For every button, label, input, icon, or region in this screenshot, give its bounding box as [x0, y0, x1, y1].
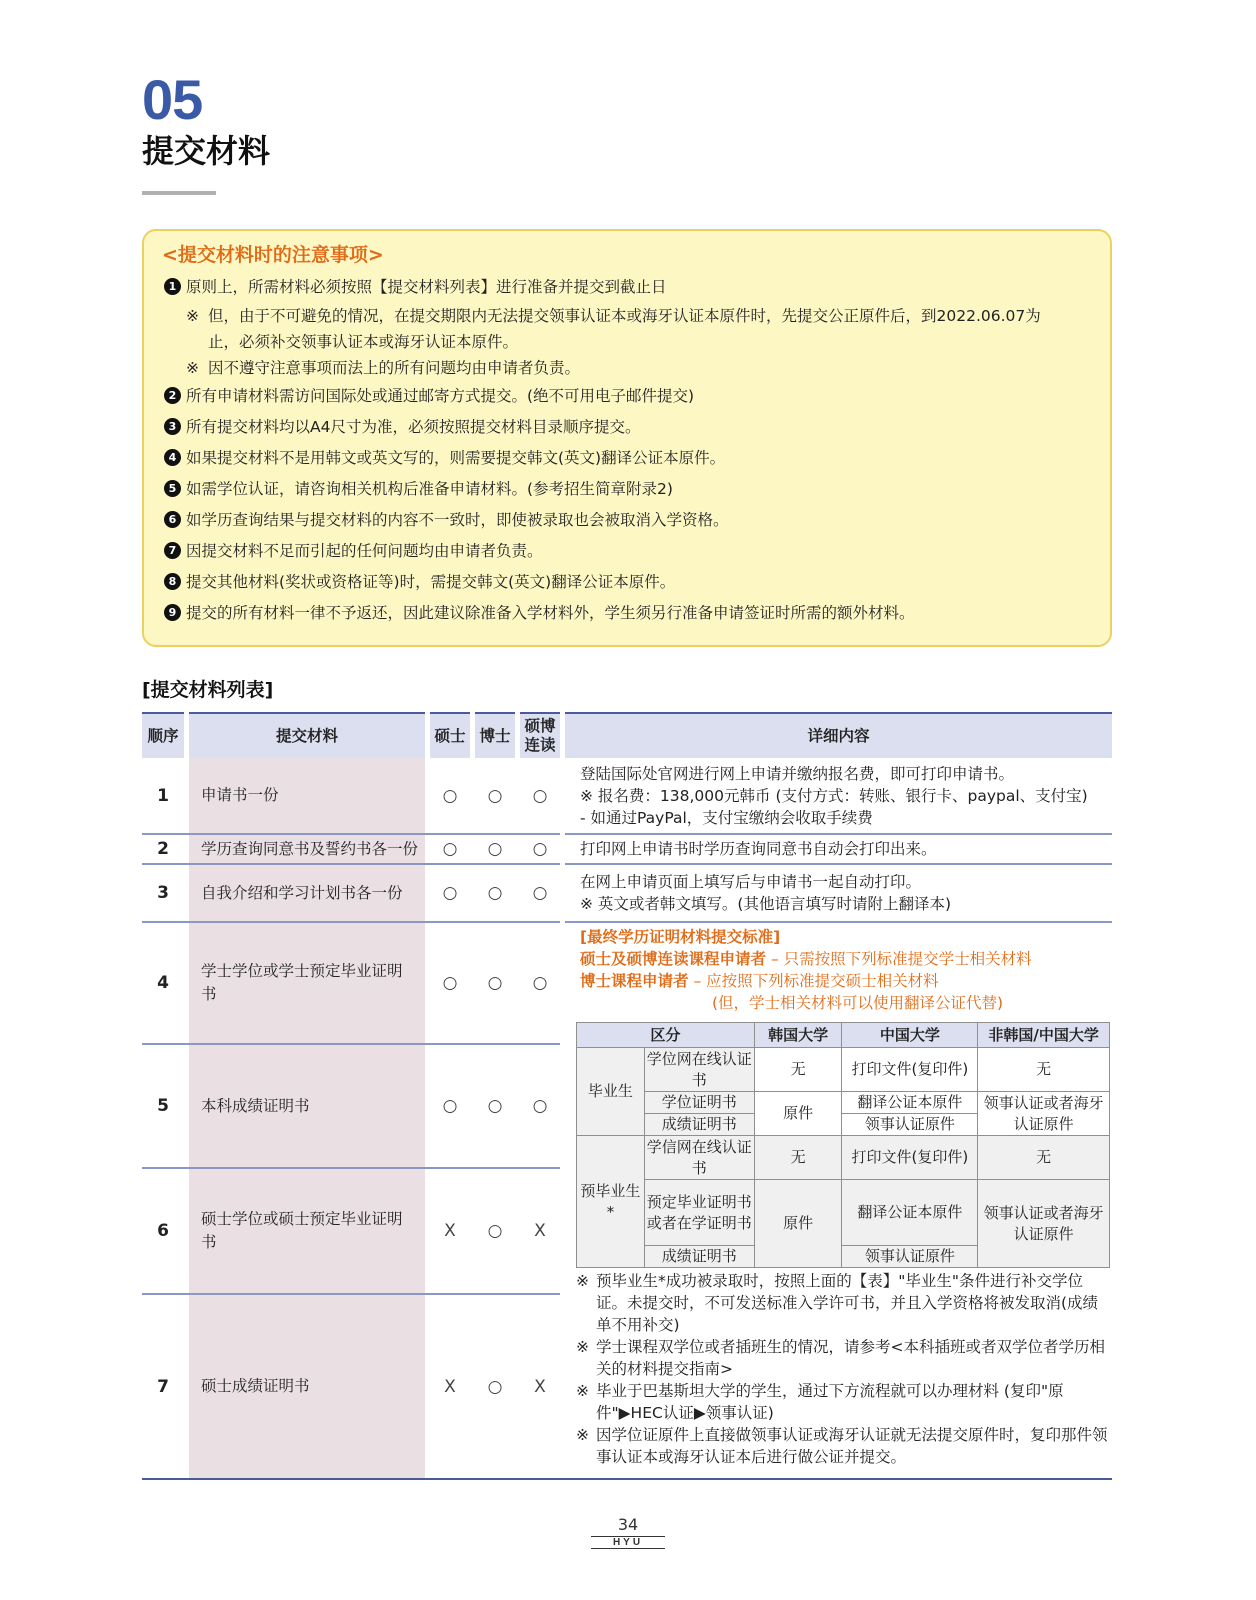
detail-cell — [576, 865, 1112, 921]
doctor-mark: ○ — [487, 785, 503, 806]
number-badge-icon: 5 — [164, 480, 181, 497]
number-badge-icon: 2 — [164, 387, 181, 404]
expected-transcript: 成绩证明书 — [644, 1246, 754, 1268]
reference-mark: ※ — [576, 1426, 589, 1444]
detail-line: - 如通过PayPal，支付宝缴纳会收取手续费 — [580, 808, 873, 827]
notice-item-text: 如学历查询结果与提交材料的内容不一致时，即使被录取也会被取消入学资格。 — [186, 511, 729, 529]
notice-item — [162, 601, 1092, 625]
doctor-mark: ○ — [487, 1376, 503, 1397]
material-name: 学历查询同意书及誓约书各一份 — [201, 839, 419, 858]
material-name: 硕士成绩证明书 — [201, 1377, 310, 1395]
section-divider — [142, 191, 216, 195]
notice-subnotes — [162, 303, 1092, 381]
detail-line: 在网上申请页面上填写后与申请书一起自动打印。 — [580, 873, 922, 891]
combined-mark: ○ — [532, 883, 548, 903]
master-mark: ○ — [442, 785, 458, 806]
row-number: 2 — [157, 839, 169, 859]
combined-mark: ○ — [532, 1096, 548, 1116]
footer-brand-logo: HYU — [591, 1536, 665, 1549]
notice-subnote-text: 止，必须补交领事认证本或海牙认证本原件。 — [208, 333, 519, 351]
material-name: 硕士学位或硕士预定毕业证明书 — [201, 1210, 403, 1251]
notice-subnote-text: 但，由于不可避免的情况，在提交期限内无法提交领事认证本或海牙认证本原件时，先提交公正原件后，到2022.06.07为 — [208, 307, 1041, 325]
page-number: 34 — [617, 1515, 639, 1534]
master-mark: ○ — [442, 883, 458, 903]
criteria-table — [576, 1022, 1110, 1268]
notice-item-text: 因提交材料不足而引起的任何问题均由申请者负责。 — [186, 542, 543, 560]
other-none: 无 — [978, 1048, 1110, 1092]
criteria-master-label: 硕士及硕博连读课程申请者 — [580, 950, 767, 968]
detail-line: ※ 英文或者韩文填写。(其他语言填写时请附上翻译本) — [580, 895, 952, 913]
notice-item — [162, 539, 1092, 563]
notice-item — [162, 570, 1092, 594]
master-mark: ○ — [442, 839, 458, 859]
reference-mark: ※ — [576, 1338, 589, 1356]
table-notes — [576, 1270, 1110, 1468]
material-name: 申请书一份 — [201, 786, 279, 804]
number-badge-icon: 3 — [164, 418, 181, 435]
notice-item — [162, 275, 1092, 299]
table-note: 预毕业生*成功被录取时，按照上面的【表】"毕业生"条件进行补交学位证。未提交时，不可发送标准入学许可书，并且入学资格将被发取消(成绩单不用补交) — [596, 1272, 1099, 1334]
table-note: 因学位证原件上直接做领事认证或海牙认证就无法提交原件时，复印那件领事认证本或海牙认证本后进行做公证并提交。 — [596, 1426, 1108, 1466]
master-mark: ○ — [442, 973, 458, 993]
criteria-heading: [最终学历证明材料提交标准] — [580, 928, 781, 946]
row-number: 6 — [157, 1221, 169, 1241]
notice-item-text: 如需学位认证，请咨询相关机构后准备申请材料。(参考招生简章附录2) — [186, 480, 673, 498]
criteria-note: (但，学士相关材料可以使用翻译公证代替) — [712, 994, 1004, 1012]
notice-item — [162, 415, 1092, 439]
combined-mark: ○ — [532, 839, 548, 859]
criteria-header-korea: 韩国大学 — [754, 1023, 842, 1048]
criteria-block — [576, 925, 1112, 1015]
header-combined: 硕博连读 — [520, 712, 560, 758]
detail-cell — [576, 835, 1112, 863]
table-note: 毕业于巴基斯坦大学的学生，通过下方流程就可以办理材料 (复印"原件"▶HEC认证▶领事认证) — [596, 1382, 1064, 1422]
notice-item — [162, 477, 1092, 501]
notice-item-text: 所有申请材料需访问国际处或通过邮寄方式提交。(绝不可用电子邮件提交) — [186, 387, 695, 405]
notice-item-text: 提交其他材料(奖状或资格证等)时，需提交韩文(英文)翻译公证本原件。 — [186, 573, 676, 591]
doctor-mark: ○ — [487, 973, 503, 993]
reference-mark: ※ — [186, 307, 199, 325]
korea-original: 原件 — [754, 1180, 842, 1268]
detail-line: 登陆国际处官网进行网上申请并缴纳报名费，即可打印申请书。 — [580, 764, 1015, 783]
criteria-doctor-label: 博士课程申请者 — [580, 972, 689, 990]
expected-degree-cert: 预定毕业证明书或者在学证明书 — [644, 1180, 754, 1246]
expected-online-cert: 学信网在线认证书 — [644, 1136, 754, 1180]
header-material: 提交材料 — [189, 712, 425, 758]
material-name: 学士学位或学士预定毕业证明书 — [201, 962, 403, 1003]
section-number: 05 — [142, 68, 203, 131]
combined-mark: ○ — [532, 973, 548, 993]
material-name: 本科成绩证明书 — [201, 1096, 310, 1115]
criteria-header-china: 中国大学 — [842, 1023, 978, 1048]
detail-cell — [576, 758, 1112, 833]
header-doctor: 博士 — [475, 712, 515, 758]
korea-original: 原件 — [754, 1092, 842, 1136]
combined-mark: X — [534, 1221, 546, 1241]
number-badge-icon: 6 — [164, 511, 181, 528]
notice-item — [162, 508, 1092, 532]
criteria-doctor-text: – 应按照下列标准提交硕士相关材料 — [688, 972, 939, 990]
criteria-header-other: 非韩国/中国大学 — [978, 1023, 1110, 1048]
graduate-label: 毕业生 — [577, 1048, 645, 1136]
row-number: 1 — [157, 785, 169, 806]
doctor-mark: ○ — [487, 1221, 503, 1241]
master-mark: X — [444, 1221, 456, 1241]
number-badge-icon: 4 — [164, 449, 181, 466]
notice-title: <提交材料时的注意事项> — [162, 244, 384, 266]
reference-mark: ※ — [576, 1272, 589, 1290]
number-badge-icon: 9 — [164, 604, 181, 621]
notice-item — [162, 384, 1092, 408]
row-number: 3 — [157, 883, 169, 903]
doctor-mark: ○ — [487, 883, 503, 903]
doctor-mark: ○ — [487, 1096, 503, 1116]
notice-box — [142, 229, 1112, 647]
table-note: 学士课程双学位或者插班生的情况，请参考<本科插班或者双学位者学历相关的材料提交指南> — [596, 1338, 1105, 1378]
combined-mark: ○ — [532, 785, 548, 806]
number-badge-icon: 1 — [164, 278, 181, 295]
detail-line: 打印网上申请书时学历查询同意书自动会打印出来。 — [580, 840, 937, 858]
row-number: 7 — [157, 1376, 169, 1397]
korea-none: 无 — [754, 1136, 842, 1180]
china-notarized: 翻译公证本原件 — [842, 1092, 978, 1114]
number-badge-icon: 7 — [164, 542, 181, 559]
criteria-header-category: 区分 — [577, 1023, 755, 1048]
reference-mark: ※ — [576, 1382, 589, 1400]
notice-item — [162, 446, 1092, 470]
combined-mark: X — [534, 1376, 546, 1397]
header-order: 顺序 — [142, 712, 184, 758]
china-print-copy: 打印文件(复印件) — [842, 1136, 978, 1180]
notice-item-text: 如果提交材料不是用韩文或英文写的，则需要提交韩文(英文)翻译公证本原件。 — [186, 449, 726, 467]
detail-line: ※ 报名费：138,000元韩币 (支付方式：转账、银行卡、paypal、支付宝) — [580, 786, 1088, 805]
other-none: 无 — [978, 1136, 1110, 1180]
notice-item-text: 原则上，所需材料必须按照【提交材料列表】进行准备并提交到截止日 — [186, 278, 667, 296]
number-badge-icon: 8 — [164, 573, 181, 590]
header-detail: 详细内容 — [565, 712, 1112, 758]
graduate-degree-cert: 学位证明书 — [644, 1092, 754, 1114]
master-mark: ○ — [442, 1096, 458, 1116]
notice-subnote-text: 因不遵守注意事项而法上的所有问题均由申请者负责。 — [208, 359, 581, 377]
graduate-transcript: 成绩证明书 — [644, 1114, 754, 1136]
expected-label: 预毕业生* — [577, 1136, 645, 1268]
row-divider — [565, 921, 1112, 923]
row-number: 5 — [157, 1096, 169, 1116]
china-notarized: 翻译公证本原件 — [842, 1180, 978, 1246]
material-name: 自我介绍和学习计划书各一份 — [201, 883, 403, 902]
table-bottom-border — [142, 1478, 1112, 1480]
china-print-copy: 打印文件(复印件) — [842, 1048, 978, 1092]
notice-item-text: 所有提交材料均以A4尺寸为准，必须按照提交材料目录顺序提交。 — [186, 418, 641, 436]
korea-none: 无 — [754, 1048, 842, 1092]
header-master: 硕士 — [430, 712, 470, 758]
reference-mark: ※ — [186, 359, 199, 377]
criteria-master-text: – 只需按照下列标准提交学士相关材料 — [766, 950, 1032, 968]
section-title: 提交材料 — [142, 132, 271, 170]
doctor-mark: ○ — [487, 839, 503, 859]
row-number: 4 — [157, 973, 169, 993]
graduate-online-cert: 学位网在线认证书 — [644, 1048, 754, 1092]
china-consular: 领事认证原件 — [842, 1114, 978, 1136]
china-consular: 领事认证原件 — [842, 1246, 978, 1268]
materials-list-title: [提交材料列表] — [142, 679, 274, 701]
other-consular-or-hague: 领事认证或者海牙认证原件 — [978, 1180, 1110, 1268]
notice-item-text: 提交的所有材料一律不予返还，因此建议除准备入学材料外，学生须另行准备申请签证时所需的额外材料。 — [186, 604, 915, 622]
master-mark: X — [444, 1376, 456, 1397]
other-consular-or-hague: 领事认证或者海牙认证原件 — [978, 1092, 1110, 1136]
